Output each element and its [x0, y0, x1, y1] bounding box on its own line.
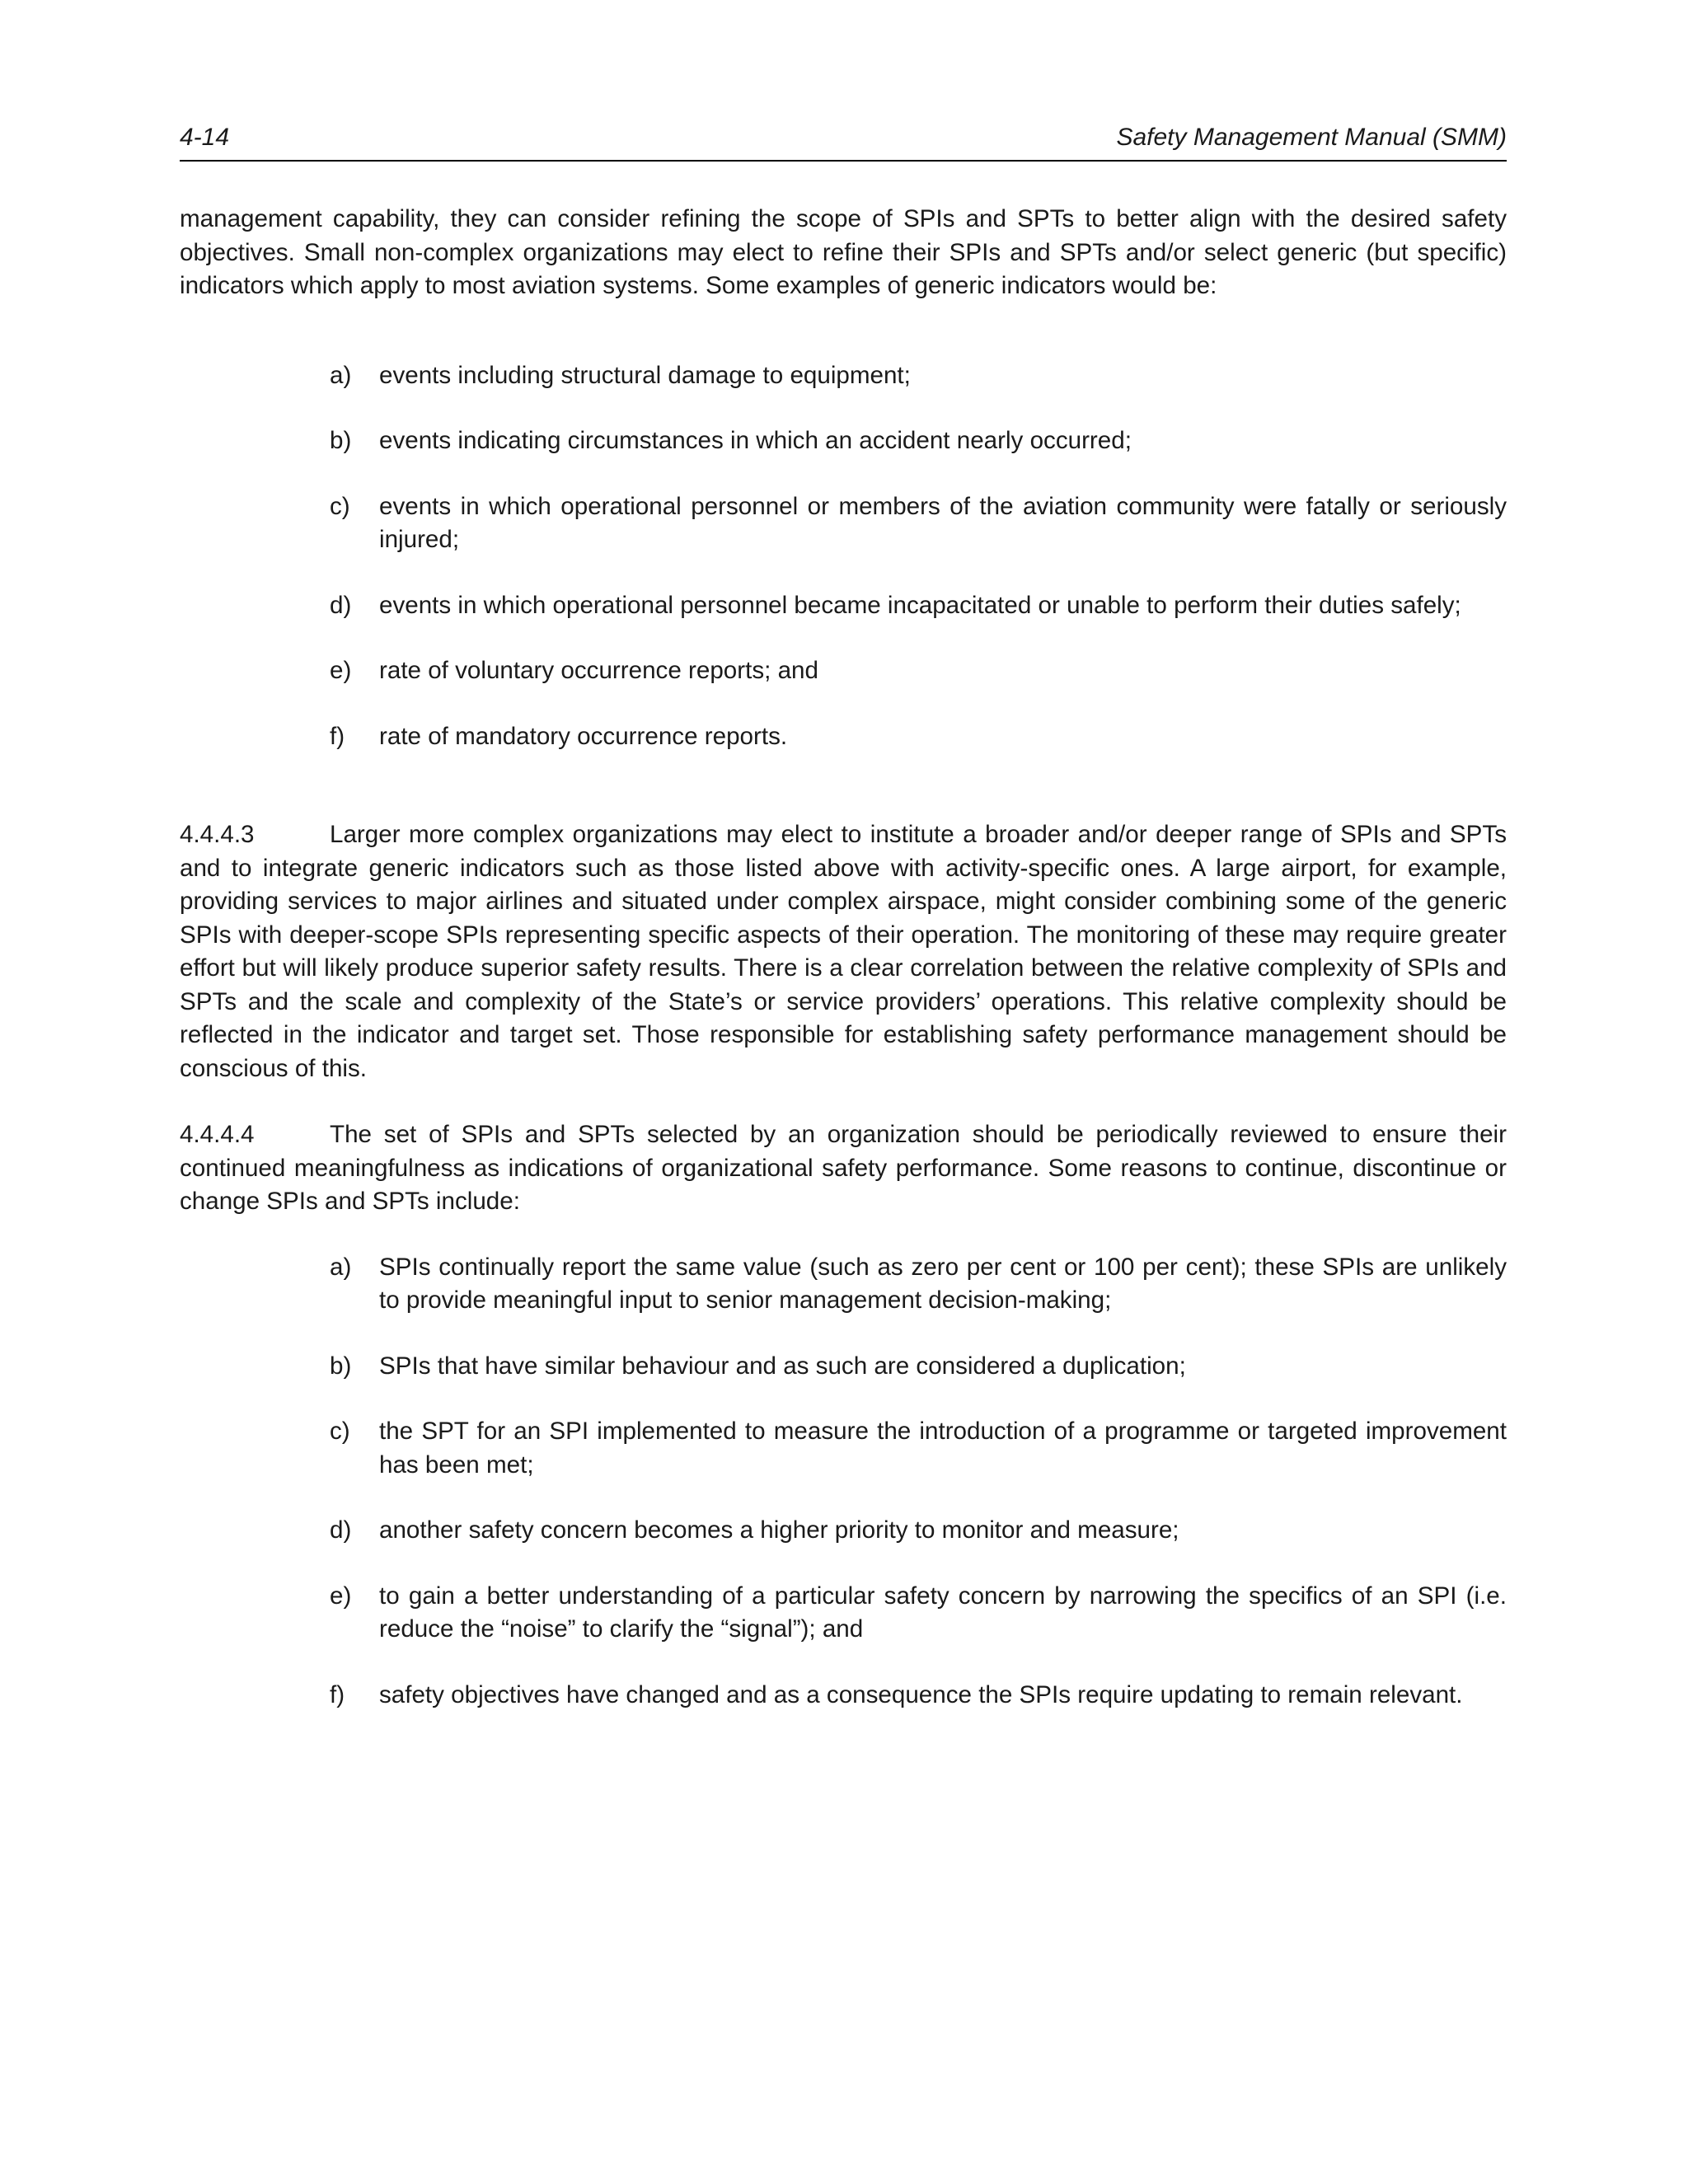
list-marker: a) — [330, 1253, 352, 1281]
list-item — [330, 1514, 1507, 1548]
list-marker: d) — [330, 591, 352, 619]
list-item-text: to gain a better understanding of a particular safety concern by narrowing the specifics of an SPI (i.e. reduce the “noise” to clarify the “signal”); and — [379, 1582, 1507, 1643]
document-title: Safety Management Manual (SMM) — [1116, 124, 1507, 151]
list-marker: a) — [330, 361, 352, 389]
list-item — [330, 1251, 1507, 1318]
list-marker: b) — [330, 427, 352, 454]
generic-indicators-list — [180, 359, 1507, 754]
list-marker: e) — [330, 657, 352, 684]
list-item-text: SPIs continually report the same value (such as zero per cent or 100 per cent); these SPIs are unlikely to provide meaningful input to senior management decision-making; — [379, 1253, 1507, 1314]
list-item-text: another safety concern becomes a higher priority to monitor and measure; — [379, 1516, 1179, 1544]
list-item — [330, 1415, 1507, 1482]
list-item — [330, 720, 1507, 754]
list-item-text: safety objectives have changed and as a consequence the SPIs require updating to remain relevant. — [379, 1680, 1463, 1708]
list-marker: e) — [330, 1582, 352, 1610]
list-marker: d) — [330, 1516, 352, 1544]
review-reasons-list — [180, 1251, 1507, 1713]
paragraph-text: The set of SPIs and SPTs selected by an organization should be periodically reviewed to ensure their continued meaningfulness as indications of organizational safety performance. Some reasons to continue, discontinue or change SPIs and SPTs include: — [180, 1121, 1507, 1215]
list-marker: c) — [330, 492, 350, 520]
list-item — [330, 359, 1507, 393]
paragraph-number: 4.4.4.4 — [180, 1121, 255, 1148]
list-item — [330, 1679, 1507, 1713]
list-marker: b) — [330, 1352, 352, 1380]
list-marker: f) — [330, 1680, 345, 1708]
paragraph-number: 4.4.4.3 — [180, 821, 255, 848]
list-marker: c) — [330, 1418, 350, 1445]
list-item-text: SPIs that have similar behaviour and as such are considered a duplication; — [379, 1352, 1186, 1380]
list-marker: f) — [330, 722, 345, 750]
paragraph-text: Larger more complex organizations may elect to institute a broader and/or deeper range of SPIs and SPTs and to integrate generic indicators such as those listed above with activity-specific ones. A large airport, for example, providing services to major airlines and situated under complex airspace, might consider combining some of the generic SPIs with deeper-scope SPIs representing specific aspects of their operation. The monitoring of these may require greater effort but will likely produce superior safety results. There is a clear correlation between the relative complexity of SPIs and SPTs and the scale and complexity of the State’s or service providers’ operations. This relative complexity should be reflected in the indicator and target set. Those responsible for establishing safety performance management should be conscious of this. — [180, 821, 1507, 1082]
list-item — [330, 1580, 1507, 1647]
paragraph-4-4-4-4 — [180, 1118, 1507, 1219]
paragraph-4-4-4-3 — [180, 818, 1507, 1085]
list-item — [330, 654, 1507, 688]
list-item-text: rate of mandatory occurrence reports. — [379, 722, 788, 750]
list-item-text: rate of voluntary occurrence reports; and — [379, 657, 818, 684]
list-item-text: events indicating circumstances in which an accident nearly occurred; — [379, 427, 1132, 454]
list-item — [330, 589, 1507, 623]
list-item-text: events including structural damage to equipment; — [379, 361, 911, 389]
list-item — [330, 424, 1507, 458]
list-item-text: events in which operational personnel or members of the aviation community were fatally or seriously injured; — [379, 492, 1507, 553]
page-header — [180, 124, 1507, 162]
page-content — [180, 203, 1507, 1712]
intro-paragraph: management capability, they can consider refining the scope of SPIs and SPTs to better align with the desired safety objectives. Small non-complex organizations may elect to refine their SPIs and SPTs and/or select generic (but specific) indicators which apply to most aviation systems. Some examples of generic indicators would be: — [180, 205, 1507, 299]
list-item-text: events in which operational personnel became incapacitated or unable to perform their duties safely; — [379, 591, 1461, 619]
page-number: 4-14 — [180, 124, 230, 151]
list-item — [330, 490, 1507, 557]
list-item — [330, 1350, 1507, 1384]
document-page — [180, 124, 1507, 1712]
list-item-text: the SPT for an SPI implemented to measure the introduction of a programme or targeted improvement has been met; — [379, 1418, 1507, 1479]
